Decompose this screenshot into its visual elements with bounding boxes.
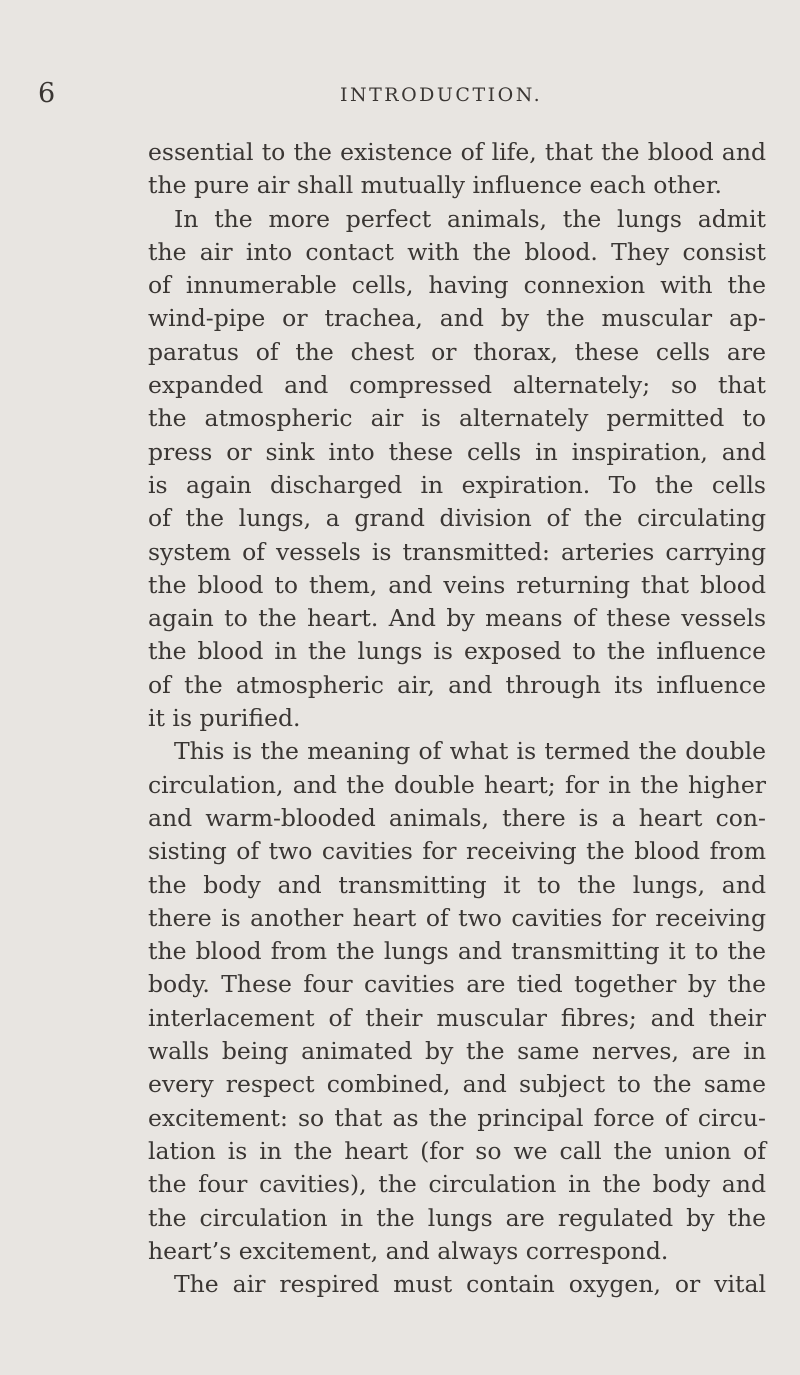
- text-line: body. These four cavities are tied together by the: [148, 970, 766, 999]
- text-line: is again discharged in expiration. To the cells: [148, 470, 766, 499]
- text-line: In the more perfect animals, the lungs admit: [174, 204, 766, 233]
- text-line: of innumerable cells, having connexion with the: [148, 271, 766, 300]
- page-number: 6: [38, 78, 56, 109]
- text-line: the atmospheric air is alternately permitted to: [148, 404, 766, 433]
- text-line: sisting of two cavities for receiving the blood from: [148, 837, 766, 866]
- text-line: the air into contact with the blood. They consist: [148, 237, 766, 266]
- text-line: system of vessels is transmitted: arteries carrying: [148, 537, 766, 566]
- text-line: the pure air shall mutually influence each other.: [148, 171, 722, 200]
- text-line: the body and transmitting it to the lungs, and: [148, 870, 766, 899]
- text-line: interlacement of their muscular fibres; and their: [148, 1003, 766, 1032]
- text-line: again to the heart. And by means of these vessels: [148, 604, 766, 633]
- text-line: wind-pipe or trachea, and by the muscular ap-: [148, 304, 766, 333]
- text-line: the blood in the lungs is exposed to the influence: [148, 637, 766, 666]
- text-line: of the lungs, a grand division of the circulating: [148, 504, 766, 533]
- text-line: of the atmospheric air, and through its influence: [148, 670, 766, 699]
- text-line: lation is in the heart (for so we call the union of: [148, 1136, 766, 1165]
- text-line: every respect combined, and subject to the same: [148, 1070, 766, 1099]
- text-line: The air respired must contain oxygen, or vital: [174, 1270, 766, 1299]
- text-line: and warm-blooded animals, there is a heart con-: [148, 803, 766, 832]
- text-line: circulation, and the double heart; for in the higher: [148, 770, 766, 799]
- text-line: press or sink into these cells in inspiration, and: [148, 437, 766, 466]
- running-head: INTRODUCTION.: [340, 84, 543, 106]
- text-line: paratus of the chest or thorax, these cells are: [148, 337, 766, 366]
- text-line: there is another heart of two cavities for receiving: [148, 903, 766, 932]
- text-line: expanded and compressed alternately; so that: [148, 371, 766, 400]
- text-line: it is purified.: [148, 704, 301, 733]
- text-line: walls being animated by the same nerves, are in: [148, 1037, 766, 1066]
- text-line: the four cavities), the circulation in the body and: [148, 1170, 766, 1199]
- text-line: heart’s excitement, and always correspond.: [148, 1236, 669, 1265]
- text-line: the blood from the lungs and transmitting it to the: [148, 937, 766, 966]
- text-line: essential to the existence of life, that the blood and: [148, 138, 766, 166]
- text-line: the circulation in the lungs are regulated by the: [148, 1203, 766, 1232]
- text-line: the blood to them, and veins returning that blood: [148, 570, 766, 599]
- text-line: excitement: so that as the principal force of circu-: [148, 1103, 766, 1132]
- text-line: This is the meaning of what is termed the double: [174, 737, 766, 766]
- body-text: [148, 136, 766, 1301]
